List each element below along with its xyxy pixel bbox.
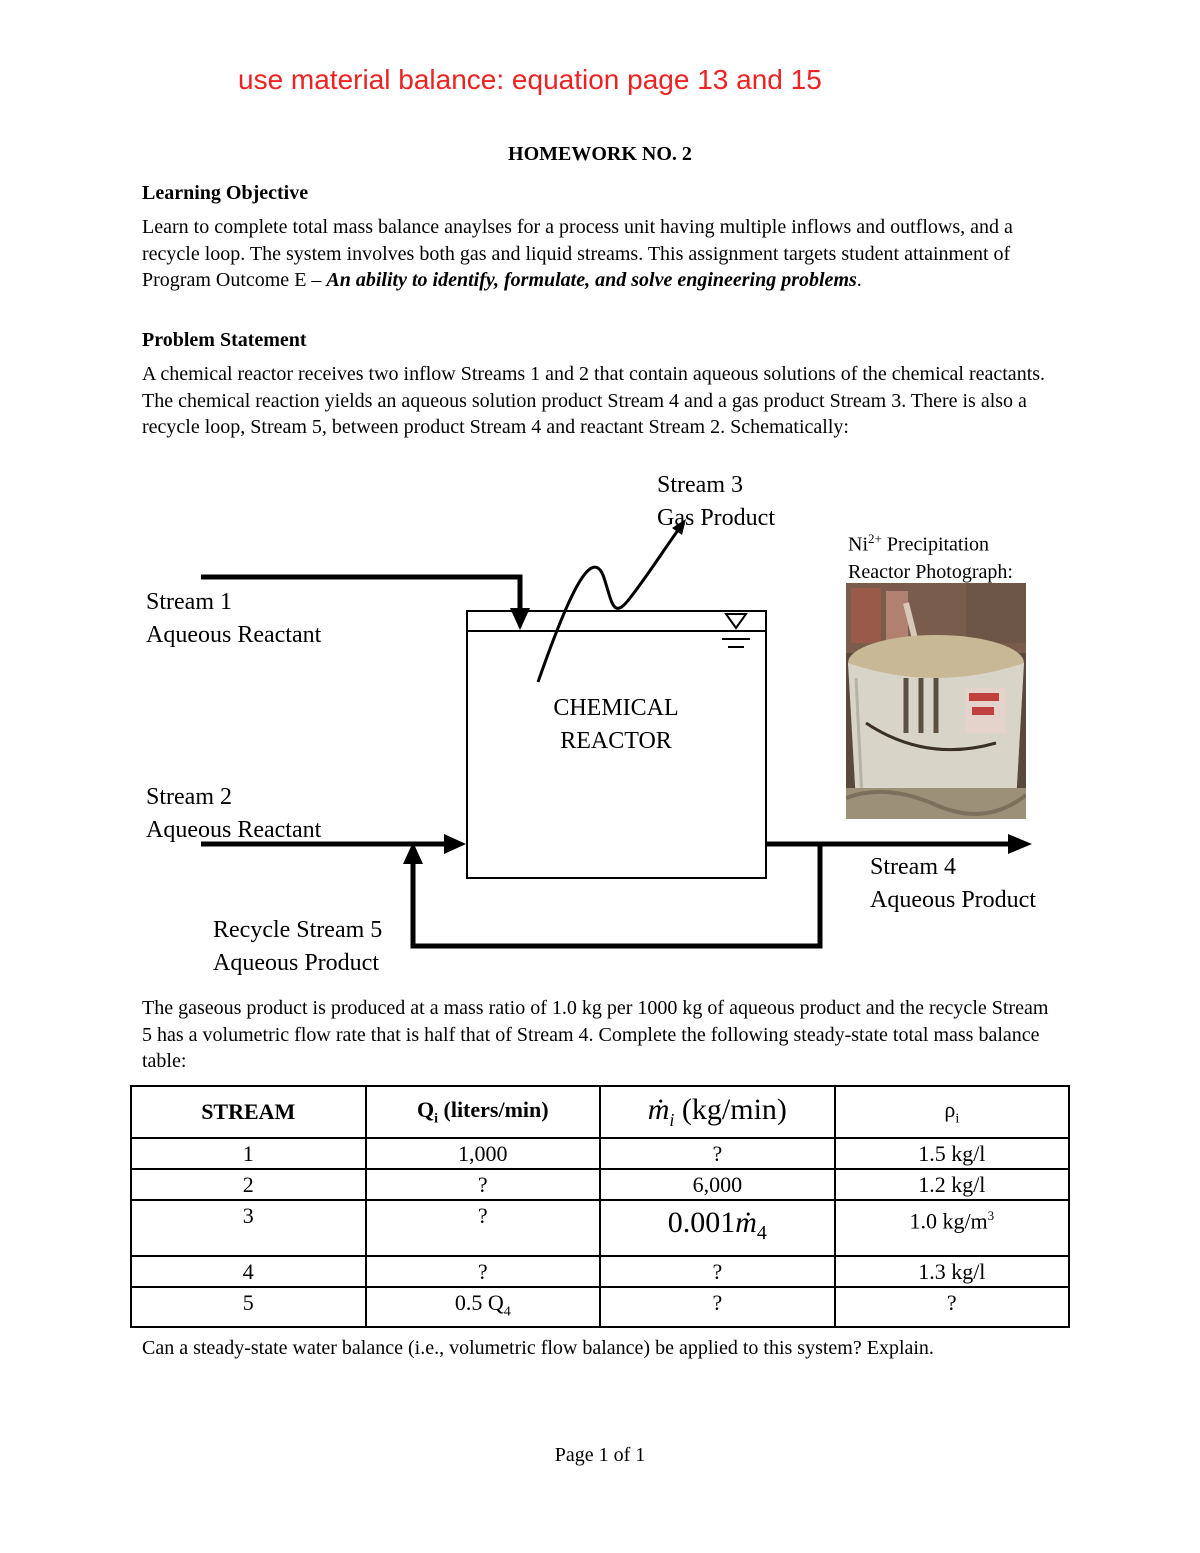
reactor-label — [466, 692, 766, 758]
header-density — [835, 1086, 1069, 1138]
header-stream: STREAM — [131, 1086, 366, 1138]
header-mass-symbol: ṁ — [647, 1093, 670, 1126]
cell-stream: 4 — [131, 1256, 366, 1287]
cell-mass — [600, 1200, 835, 1256]
cell-mass: ? — [600, 1256, 835, 1287]
reactor-photo — [846, 583, 1026, 819]
stream2-name: Stream 2 — [146, 784, 232, 810]
cell-density-text: 1.0 kg/m — [909, 1208, 988, 1234]
stream4-name: Stream 4 — [870, 854, 956, 880]
problem-statement-heading: Problem Statement — [142, 329, 307, 351]
gas-product-line — [538, 526, 681, 682]
cell-mass-sub: 4 — [756, 1222, 767, 1244]
annotation-note: use material balance: equation page 13 and 15 — [238, 64, 822, 95]
cell-stream: 1 — [131, 1138, 366, 1169]
table-row — [131, 1169, 1069, 1200]
stream2-desc: Aqueous Reactant — [146, 817, 322, 843]
cell-density: 1.5 kg/l — [835, 1138, 1069, 1169]
cell-density: 1.3 kg/l — [835, 1256, 1069, 1287]
objective-plain: Learn to complete total mass balance anaylses for a process unit having multiple inflows and outflows, and a recycle loop. The system involves both gas and liquid streams. This assignment targets student attainment of Program Outcome E – — [142, 216, 1013, 291]
stream5-name: Recycle Stream 5 — [213, 917, 383, 943]
recycle-line — [413, 844, 820, 946]
learning-objective-heading: Learning Objective — [142, 182, 309, 204]
stream4-label — [870, 851, 1036, 917]
cell-density — [835, 1200, 1069, 1256]
reactor-label-line1: CHEMICAL — [553, 695, 679, 721]
stream1-arrowhead — [510, 608, 530, 630]
water-level-icon — [716, 614, 756, 647]
stream3-label — [657, 469, 775, 535]
stream3-name: Stream 3 — [657, 472, 743, 498]
stream2-arrowhead — [444, 834, 466, 854]
header-density-sub: i — [955, 1111, 960, 1127]
cell-flow-sub: 4 — [503, 1304, 511, 1320]
cell-flow — [366, 1287, 601, 1327]
reactor-label-line2: REACTOR — [560, 728, 672, 754]
cell-mass-coef: 0.001 — [667, 1206, 736, 1239]
cell-density-exp: 3 — [987, 1208, 995, 1223]
objective-end: . — [856, 269, 862, 291]
cell-mass: ? — [600, 1287, 835, 1327]
table-row — [131, 1256, 1069, 1287]
table-row — [131, 1200, 1069, 1256]
cell-stream: 2 — [131, 1169, 366, 1200]
mass-balance-table — [130, 1085, 1070, 1328]
after-diagram-paragraph: The gaseous product is produced at a mass ratio of 1.0 kg per 1000 kg of aqueous product and the recycle Stream 5 has a volumetric flow rate that is half that of Stream 4. Complete the following steady-state total mass balance table: — [142, 997, 1049, 1072]
cell-mass: 6,000 — [600, 1169, 835, 1200]
table-header-row — [131, 1086, 1069, 1138]
stream3-desc: Gas Product — [657, 505, 775, 531]
cell-flow-text: 0.5 Q — [454, 1290, 504, 1315]
photo-caption-charge: 2+ — [868, 531, 882, 546]
cell-density: 1.2 kg/l — [835, 1169, 1069, 1200]
cell-stream: 3 — [131, 1200, 366, 1256]
page-title: HOMEWORK NO. 2 — [508, 143, 692, 165]
photo-caption — [848, 525, 1013, 586]
stream5-desc: Aqueous Product — [213, 950, 379, 976]
header-flow-sub: i — [434, 1111, 438, 1127]
after-diagram-text — [142, 995, 1062, 1075]
header-flow-symbol: Q — [416, 1096, 435, 1122]
header-flow — [366, 1086, 601, 1138]
photo-caption-rest: Precipitation — [881, 533, 990, 556]
photo-caption-line2: Reactor Photograph: — [848, 560, 1013, 583]
header-mass-unit: (kg/min) — [674, 1093, 787, 1126]
header-density-symbol: ρ — [944, 1096, 956, 1122]
stream2-label — [146, 781, 321, 847]
question-text — [142, 1335, 1062, 1362]
question-paragraph: Can a steady-state water balance (i.e., volumetric flow balance) be applied to this system? Explain. — [142, 1337, 934, 1359]
cell-mass-symbol: ṁ — [735, 1206, 757, 1239]
stream4-desc: Aqueous Product — [870, 887, 1036, 913]
cell-flow: ? — [366, 1200, 601, 1256]
cell-density: ? — [835, 1287, 1069, 1327]
objective-emphasis: An ability to identify, formulate, and solve engineering problems — [326, 269, 857, 291]
stream5-label — [213, 914, 382, 980]
stream1-desc: Aqueous Reactant — [146, 622, 322, 648]
header-mass — [600, 1086, 835, 1138]
page-footer: Page 1 of 1 — [554, 1444, 646, 1466]
table-row — [131, 1287, 1069, 1327]
cell-flow: ? — [366, 1256, 601, 1287]
cell-flow: 1,000 — [366, 1138, 601, 1169]
table-row — [131, 1138, 1069, 1169]
photo-caption-ion: Ni — [848, 533, 868, 556]
cell-flow: ? — [366, 1169, 601, 1200]
cell-stream: 5 — [131, 1287, 366, 1327]
stream1-label — [146, 586, 321, 652]
problem-statement-paragraph: A chemical reactor receives two inflow Streams 1 and 2 that contain aqueous solutions of the chemical reactants. The chemical reaction yields an aqueous solution product Stream 4 and a gas product Stream 3. There is also a recycle loop, Stream 5, between product Stream 4 and reactant Stream 2. Schematically: — [142, 363, 1046, 438]
header-mass-sub: i — [669, 1110, 675, 1130]
header-flow-unit: (liters/min) — [438, 1096, 549, 1122]
stream1-name: Stream 1 — [146, 589, 232, 615]
cell-mass: ? — [600, 1138, 835, 1169]
